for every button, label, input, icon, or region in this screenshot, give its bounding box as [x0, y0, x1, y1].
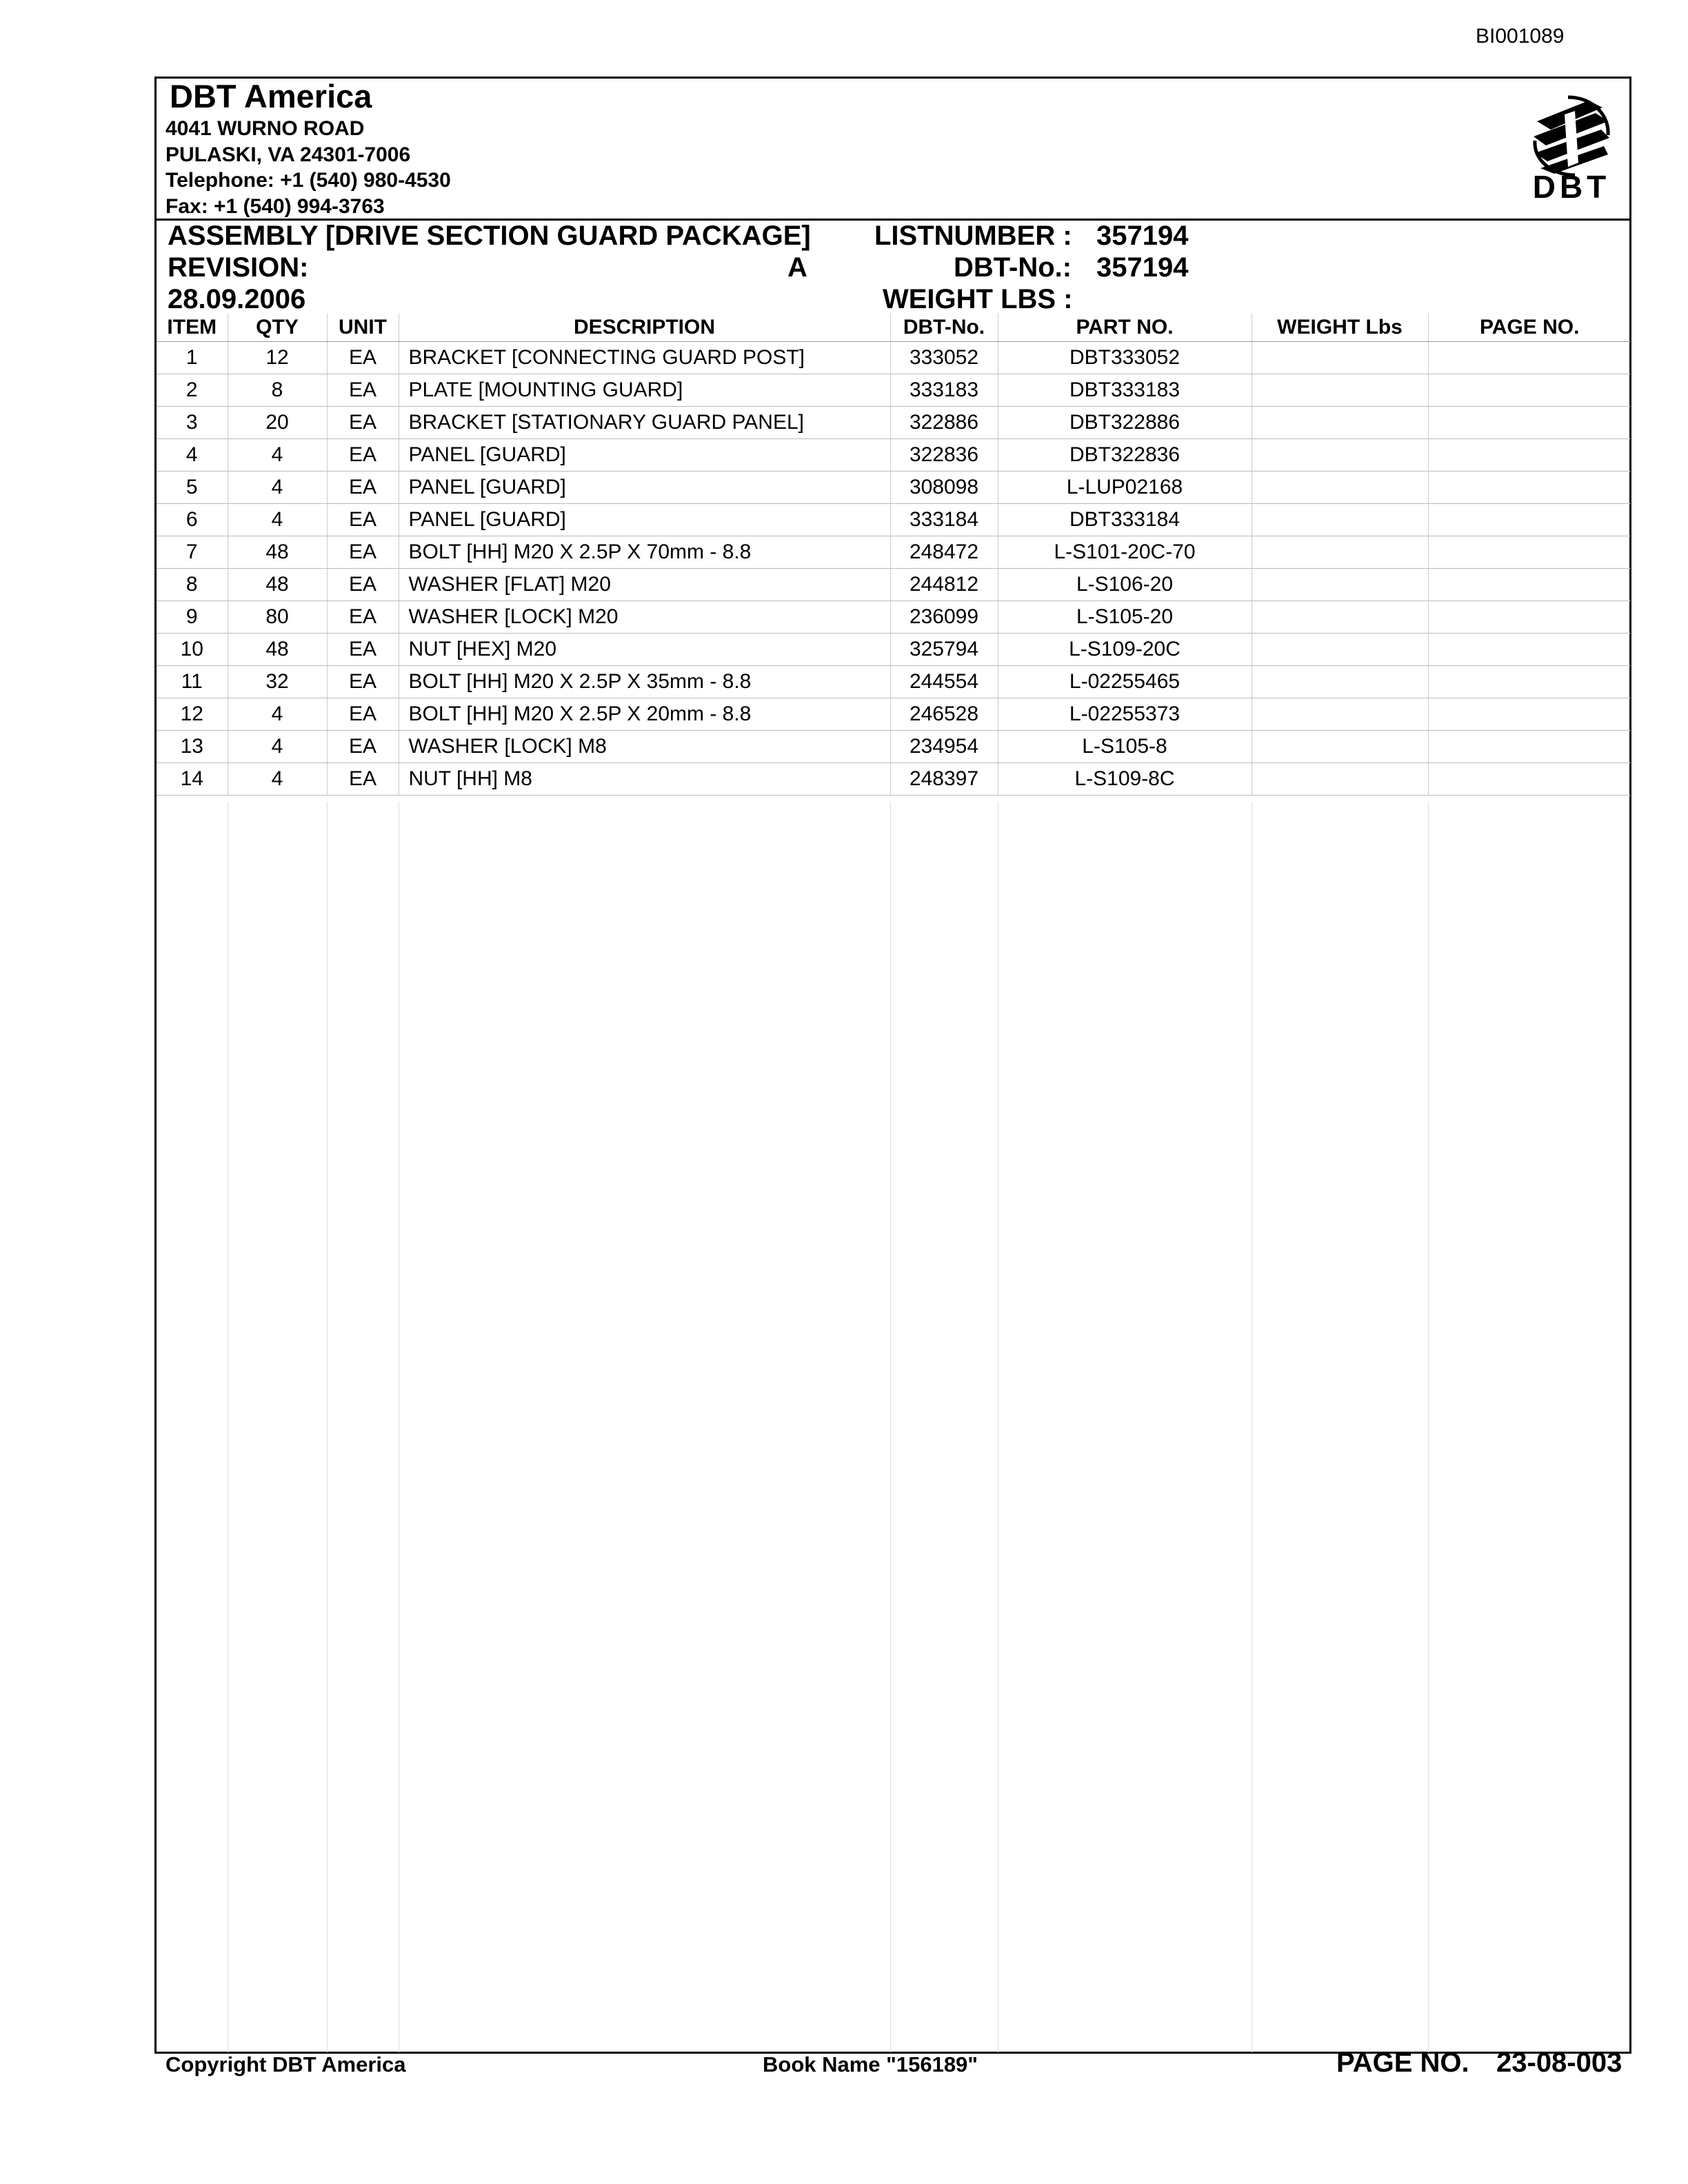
- listnumber-label: LISTNUMBER :: [874, 221, 1072, 251]
- cell-description: BRACKET [STATIONARY GUARD PANEL]: [399, 407, 890, 439]
- table-row: [157, 763, 1631, 796]
- cell-page-no: [1428, 407, 1631, 439]
- copyright: Copyright DBT America: [165, 2052, 406, 2076]
- cell-unit: EA: [327, 763, 399, 796]
- page-number-label: PAGE NO.: [1336, 2048, 1469, 2078]
- cell-item: 5: [157, 472, 228, 504]
- cell-item: 10: [157, 634, 228, 666]
- cell-weight: [1252, 342, 1428, 374]
- cell-page-no: [1428, 763, 1631, 796]
- cell-weight: [1252, 698, 1428, 731]
- cell-weight: [1252, 504, 1428, 536]
- cell-part-no: L-S105-8: [998, 731, 1252, 763]
- cell-qty: 48: [228, 536, 327, 569]
- cell-unit: EA: [327, 407, 399, 439]
- parts-table: [157, 314, 1631, 796]
- cell-description: WASHER [LOCK] M8: [399, 731, 890, 763]
- cell-dbt-no: 308098: [890, 472, 998, 504]
- cell-unit: EA: [327, 634, 399, 666]
- cell-part-no: L-LUP02168: [998, 472, 1252, 504]
- cell-page-no: [1428, 569, 1631, 601]
- table-row: [157, 504, 1631, 536]
- logo-text: DBT: [1532, 169, 1611, 205]
- document-date: 28.09.2006: [168, 284, 306, 314]
- cell-dbt-no: 333183: [890, 374, 998, 407]
- cell-weight: [1252, 731, 1428, 763]
- cell-part-no: L-02255373: [998, 698, 1252, 731]
- table-header-row: [157, 314, 1631, 342]
- cell-item: 7: [157, 536, 228, 569]
- cell-unit: EA: [327, 666, 399, 698]
- table-row: [157, 601, 1631, 634]
- cell-description: PANEL [GUARD]: [399, 439, 890, 472]
- cell-qty: 8: [228, 374, 327, 407]
- cell-item: 11: [157, 666, 228, 698]
- column-header-page-no: PAGE NO.: [1428, 314, 1631, 342]
- cell-dbt-no: 333184: [890, 504, 998, 536]
- cell-qty: 48: [228, 569, 327, 601]
- cell-part-no: L-S109-20C: [998, 634, 1252, 666]
- cell-part-no: L-S101-20C-70: [998, 536, 1252, 569]
- revision-value: A: [787, 252, 807, 283]
- cell-part-no: DBT333052: [998, 342, 1252, 374]
- table-row: [157, 536, 1631, 569]
- cell-page-no: [1428, 504, 1631, 536]
- cell-page-no: [1428, 634, 1631, 666]
- column-guide: [327, 802, 328, 2052]
- cell-dbt-no: 244812: [890, 569, 998, 601]
- cell-description: PLATE [MOUNTING GUARD]: [399, 374, 890, 407]
- cell-item: 6: [157, 504, 228, 536]
- cell-page-no: [1428, 601, 1631, 634]
- cell-part-no: L-02255465: [998, 666, 1252, 698]
- cell-dbt-no: 234954: [890, 731, 998, 763]
- cell-unit: EA: [327, 731, 399, 763]
- cell-page-no: [1428, 439, 1631, 472]
- cell-qty: 12: [228, 342, 327, 374]
- cell-qty: 4: [228, 763, 327, 796]
- column-guide: [1428, 802, 1429, 2052]
- dbt-number-label: DBT-No.:: [954, 252, 1072, 283]
- cell-item: 2: [157, 374, 228, 407]
- cell-description: BOLT [HH] M20 X 2.5P X 35mm - 8.8: [399, 666, 890, 698]
- company-name: DBT America: [170, 78, 372, 114]
- dbt-logo: [1527, 94, 1616, 211]
- cell-part-no: DBT333183: [998, 374, 1252, 407]
- cell-item: 9: [157, 601, 228, 634]
- cell-item: 3: [157, 407, 228, 439]
- cell-page-no: [1428, 698, 1631, 731]
- cell-dbt-no: 246528: [890, 698, 998, 731]
- cell-weight: [1252, 666, 1428, 698]
- column-header-qty: QTY: [228, 314, 327, 342]
- cell-item: 13: [157, 731, 228, 763]
- cell-weight: [1252, 536, 1428, 569]
- cell-weight: [1252, 472, 1428, 504]
- cell-page-no: [1428, 731, 1631, 763]
- table-row: [157, 666, 1631, 698]
- weight-label: WEIGHT LBS :: [883, 284, 1073, 314]
- column-header-item: ITEM: [157, 314, 228, 342]
- cell-weight: [1252, 763, 1428, 796]
- cell-description: BOLT [HH] M20 X 2.5P X 70mm - 8.8: [399, 536, 890, 569]
- cell-part-no: DBT322836: [998, 439, 1252, 472]
- company-telephone: Telephone: +1 (540) 980-4530: [165, 169, 451, 192]
- cell-weight: [1252, 569, 1428, 601]
- table-row: [157, 439, 1631, 472]
- cell-part-no: DBT322886: [998, 407, 1252, 439]
- cell-weight: [1252, 634, 1428, 666]
- table-row: [157, 342, 1631, 374]
- cell-unit: EA: [327, 439, 399, 472]
- column-guide: [890, 802, 891, 2052]
- cell-dbt-no: 236099: [890, 601, 998, 634]
- cell-description: PANEL [GUARD]: [399, 504, 890, 536]
- table-row: [157, 698, 1631, 731]
- cell-part-no: L-S106-20: [998, 569, 1252, 601]
- cell-qty: 4: [228, 731, 327, 763]
- cell-item: 14: [157, 763, 228, 796]
- dbt-number-value: 357194: [1096, 252, 1189, 283]
- cell-dbt-no: 248397: [890, 763, 998, 796]
- cell-unit: EA: [327, 536, 399, 569]
- cell-dbt-no: 248472: [890, 536, 998, 569]
- cell-description: WASHER [FLAT] M20: [399, 569, 890, 601]
- cell-qty: 4: [228, 698, 327, 731]
- page-number-value: 23-08-003: [1496, 2048, 1622, 2078]
- document-id: BI001089: [1476, 25, 1565, 48]
- cell-dbt-no: 322886: [890, 407, 998, 439]
- table-row: [157, 569, 1631, 601]
- cell-page-no: [1428, 374, 1631, 407]
- column-header-unit: UNIT: [327, 314, 399, 342]
- cell-dbt-no: 325794: [890, 634, 998, 666]
- cell-weight: [1252, 439, 1428, 472]
- column-header-description: DESCRIPTION: [399, 314, 890, 342]
- cell-dbt-no: 244554: [890, 666, 998, 698]
- revision-label: REVISION:: [168, 252, 309, 283]
- column-header-dbt-no: DBT-No.: [890, 314, 998, 342]
- cell-qty: 80: [228, 601, 327, 634]
- cell-unit: EA: [327, 504, 399, 536]
- cell-dbt-no: 322836: [890, 439, 998, 472]
- cell-item: 8: [157, 569, 228, 601]
- cell-unit: EA: [327, 698, 399, 731]
- cell-page-no: [1428, 342, 1631, 374]
- cell-item: 1: [157, 342, 228, 374]
- company-address-line1: 4041 WURNO ROAD: [165, 117, 365, 140]
- listnumber-value: 357194: [1096, 221, 1189, 251]
- cell-unit: EA: [327, 342, 399, 374]
- table-row: [157, 374, 1631, 407]
- cell-part-no: L-S105-20: [998, 601, 1252, 634]
- cell-unit: EA: [327, 472, 399, 504]
- cell-unit: EA: [327, 569, 399, 601]
- cell-description: BRACKET [CONNECTING GUARD POST]: [399, 342, 890, 374]
- cell-description: WASHER [LOCK] M20: [399, 601, 890, 634]
- book-name: Book Name "156189": [763, 2052, 978, 2076]
- cell-qty: 32: [228, 666, 327, 698]
- cell-description: NUT [HEX] M20: [399, 634, 890, 666]
- cell-qty: 4: [228, 439, 327, 472]
- cell-weight: [1252, 407, 1428, 439]
- cell-item: 4: [157, 439, 228, 472]
- column-header-part-no: PART NO.: [998, 314, 1252, 342]
- cell-description: PANEL [GUARD]: [399, 472, 890, 504]
- cell-description: BOLT [HH] M20 X 2.5P X 20mm - 8.8: [399, 698, 890, 731]
- cell-weight: [1252, 374, 1428, 407]
- cell-qty: 20: [228, 407, 327, 439]
- cell-page-no: [1428, 472, 1631, 504]
- company-fax: Fax: +1 (540) 994-3763: [165, 195, 385, 218]
- company-address-line2: PULASKI, VA 24301-7006: [165, 143, 411, 166]
- cell-page-no: [1428, 536, 1631, 569]
- cell-unit: EA: [327, 601, 399, 634]
- table-row: [157, 407, 1631, 439]
- cell-qty: 4: [228, 504, 327, 536]
- table-row: [157, 731, 1631, 763]
- table-row: [157, 634, 1631, 666]
- cell-qty: 48: [228, 634, 327, 666]
- table-row: [157, 472, 1631, 504]
- cell-dbt-no: 333052: [890, 342, 998, 374]
- cell-part-no: DBT333184: [998, 504, 1252, 536]
- cell-weight: [1252, 601, 1428, 634]
- cell-qty: 4: [228, 472, 327, 504]
- cell-page-no: [1428, 666, 1631, 698]
- assembly-title: ASSEMBLY [DRIVE SECTION GUARD PACKAGE]: [168, 221, 811, 251]
- cell-unit: EA: [327, 374, 399, 407]
- cell-part-no: L-S109-8C: [998, 763, 1252, 796]
- cell-item: 12: [157, 698, 228, 731]
- cell-description: NUT [HH] M8: [399, 763, 890, 796]
- column-header-weight: WEIGHT Lbs: [1252, 314, 1428, 342]
